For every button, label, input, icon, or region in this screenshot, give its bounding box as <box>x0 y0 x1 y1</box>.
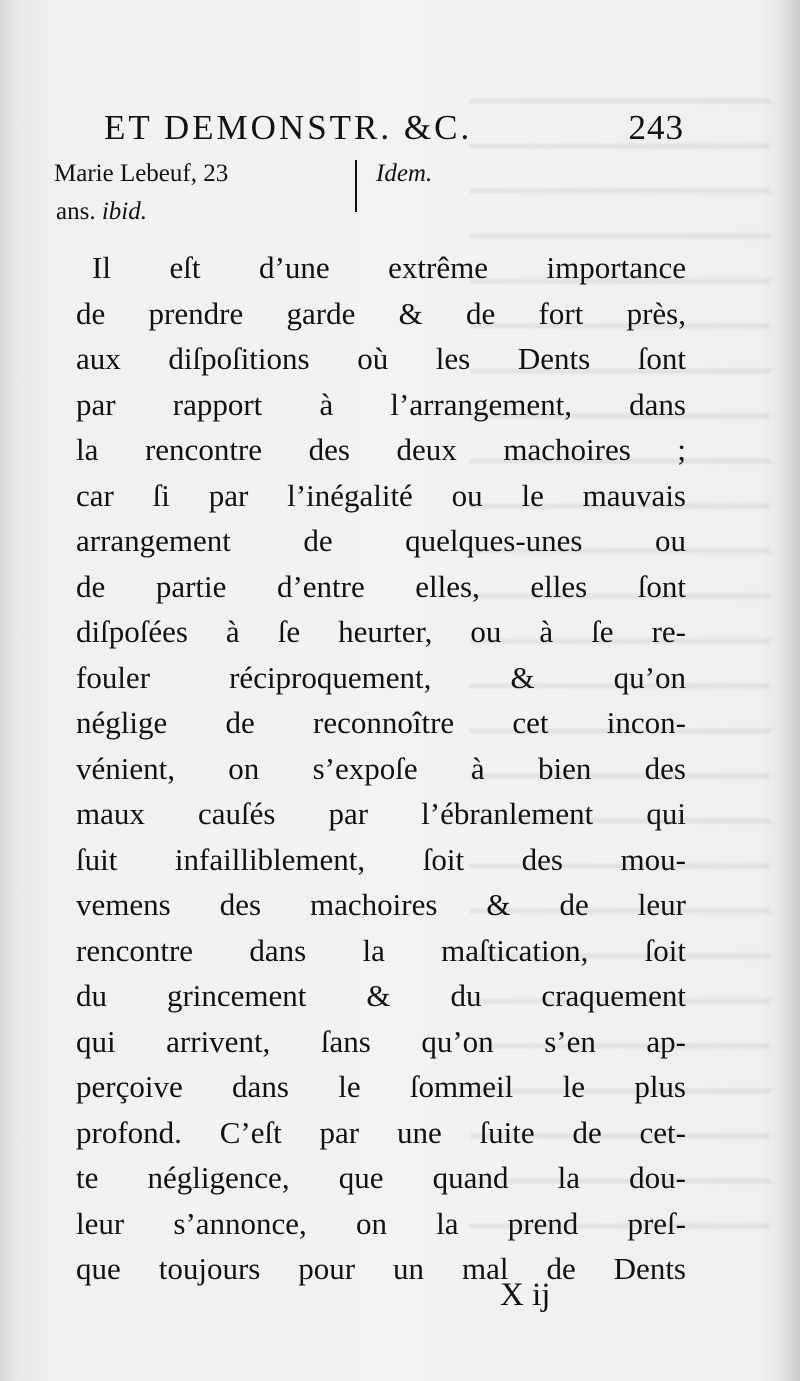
page-number: 243 <box>628 108 684 147</box>
text-line: maux cauſés par l’ébranlement qui <box>76 796 686 831</box>
running-head <box>104 108 684 158</box>
text-line: fouler réciproquement, & qu’on <box>76 659 686 695</box>
text-line: vénient, on s’expoſe à bien des <box>76 750 686 786</box>
margin-note <box>54 156 514 236</box>
text-line: diſpoſées à ſe heurter, ou à ſe re- <box>76 614 686 649</box>
margin-note-idem: Idem. <box>376 160 433 187</box>
text-line: que toujours pour un mal de Dents <box>76 1251 686 1286</box>
text-line: rencontre dans la maſtication, ſoit <box>76 932 686 968</box>
margin-note-line-2 <box>56 194 147 230</box>
text-line: ſuit infailliblement, ſoit des mou- <box>76 841 686 877</box>
body-paragraph <box>76 245 686 1292</box>
text-line: Il eſt d’une extrême importance <box>92 250 686 285</box>
text-line: la rencontre des deux machoires ; <box>76 432 686 467</box>
text-line: vemens des machoires & de leur <box>76 887 686 922</box>
text-line: profond. C’eſt par une ſuite de cet- <box>76 1114 686 1150</box>
text-line: de prendre garde & de fort près, <box>76 295 686 331</box>
running-head-title: ET DEMONSTR. &C. <box>104 108 473 147</box>
signature-mark: X ij <box>500 1277 551 1313</box>
text-line: aux diſpoſitions où les Dents ſont <box>76 341 686 376</box>
text-line: néglige de reconnoître cet incon- <box>76 705 686 740</box>
margin-note-ans: ans. <box>56 198 102 225</box>
text-line: par rapport à l’arrangement, dans <box>76 386 686 422</box>
text-line: du grincement & du craquement <box>76 978 686 1013</box>
margin-note-divider <box>355 160 357 212</box>
text-line: qui arrivent, ſans qu’on s’en ap- <box>76 1023 686 1059</box>
text-line: leur s’annonce, on la prend preſ- <box>76 1205 686 1241</box>
text-line: arrangement de quelques-unes ou <box>76 523 686 558</box>
text-line: de partie d’entre elles, elles ſont <box>76 568 686 604</box>
margin-note-line-1: Marie Lebeuf, 23 <box>54 160 229 187</box>
page-edge-shadow <box>778 0 800 1381</box>
text-line: car ſi par l’inégalité ou le mauvais <box>76 477 686 513</box>
text-line: te négligence, que quand la dou- <box>76 1160 686 1195</box>
margin-note-ibid: ibid. <box>101 198 147 225</box>
text-line: perçoive dans le ſommeil le plus <box>76 1069 686 1104</box>
